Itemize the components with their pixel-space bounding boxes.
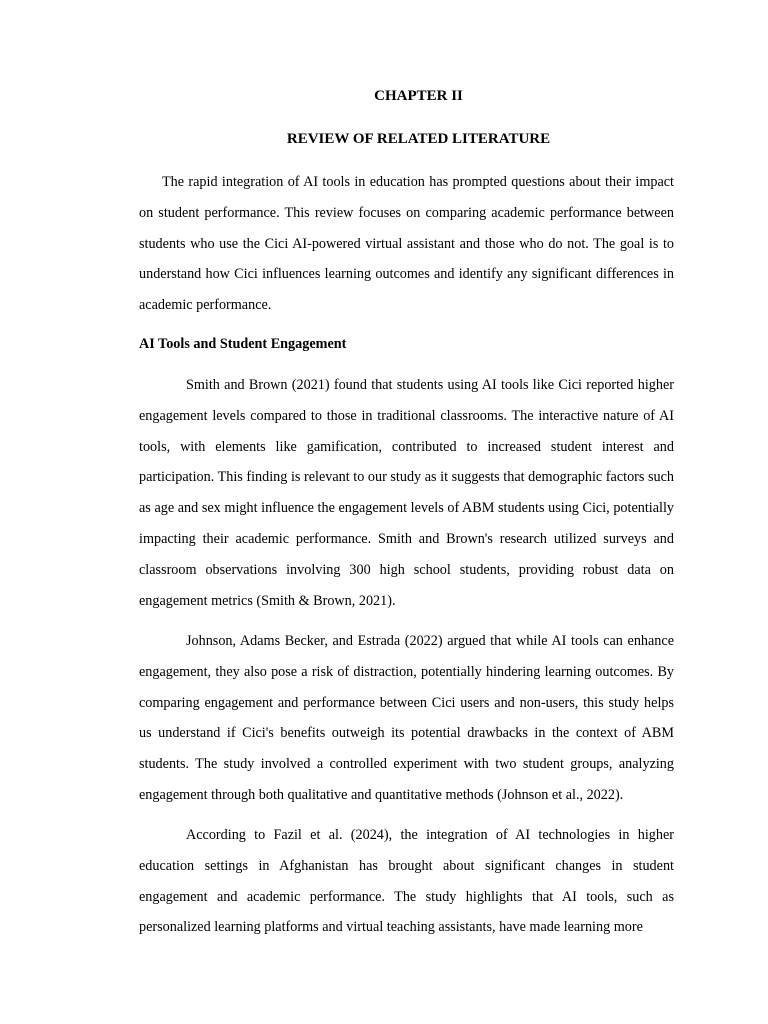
paragraph-smith-brown: Smith and Brown (2021) found that students using AI tools like Cici reported higher engagement levels compared to those in traditional classrooms. The interactive nature of AI tools, with elements like gamification, contributed to increased student interest and participation. This finding is relevant to our study as it suggests that demographic factors such as age and sex might influence the engagement levels of ABM students using Cici, potentially impacting their academic performance. Smith and Brown's research utilized surveys and classroom observations involving 300 high school students, providing robust data on engagement metrics (Smith & Brown, 2021). [139,377,674,609]
chapter-title: REVIEW OF RELATED LITERATURE [286,131,551,147]
section-heading: AI Tools and Student Engagement [139,336,347,352]
paragraph-johnson-et-al: Johnson, Adams Becker, and Estrada (2022) argued that while AI tools can enhance engagement, they also pose a risk of distraction, potentially hindering learning outcomes. By comparing engagement and performance between Cici users and non-users, this study helps us understand if Cici's benefits outweigh its potential drawbacks in the context of ABM students. The study involved a controlled experiment with two student groups, analyzing engagement through both qualitative and quantitative methods (Johnson et al., 2022). [139,633,674,803]
chapter-label: CHAPTER II [374,88,463,104]
paragraph-fazil-et-al: According to Fazil et al. (2024), the integration of AI technologies in higher education settings in Afghanistan has brought about significant changes in student engagement and academic performance. The study highlights that AI tools, such as personalized learning platforms and virtual teaching assistants, have made learning more [139,827,674,936]
intro-paragraph: The rapid integration of AI tools in education has prompted questions about their impact on student performance. This review focuses on comparing academic performance between students who use the Cici AI-powered virtual assistant and those who do not. The goal is to understand how Cici influences learning outcomes and identify any significant differences in academic performance. [139,174,674,314]
